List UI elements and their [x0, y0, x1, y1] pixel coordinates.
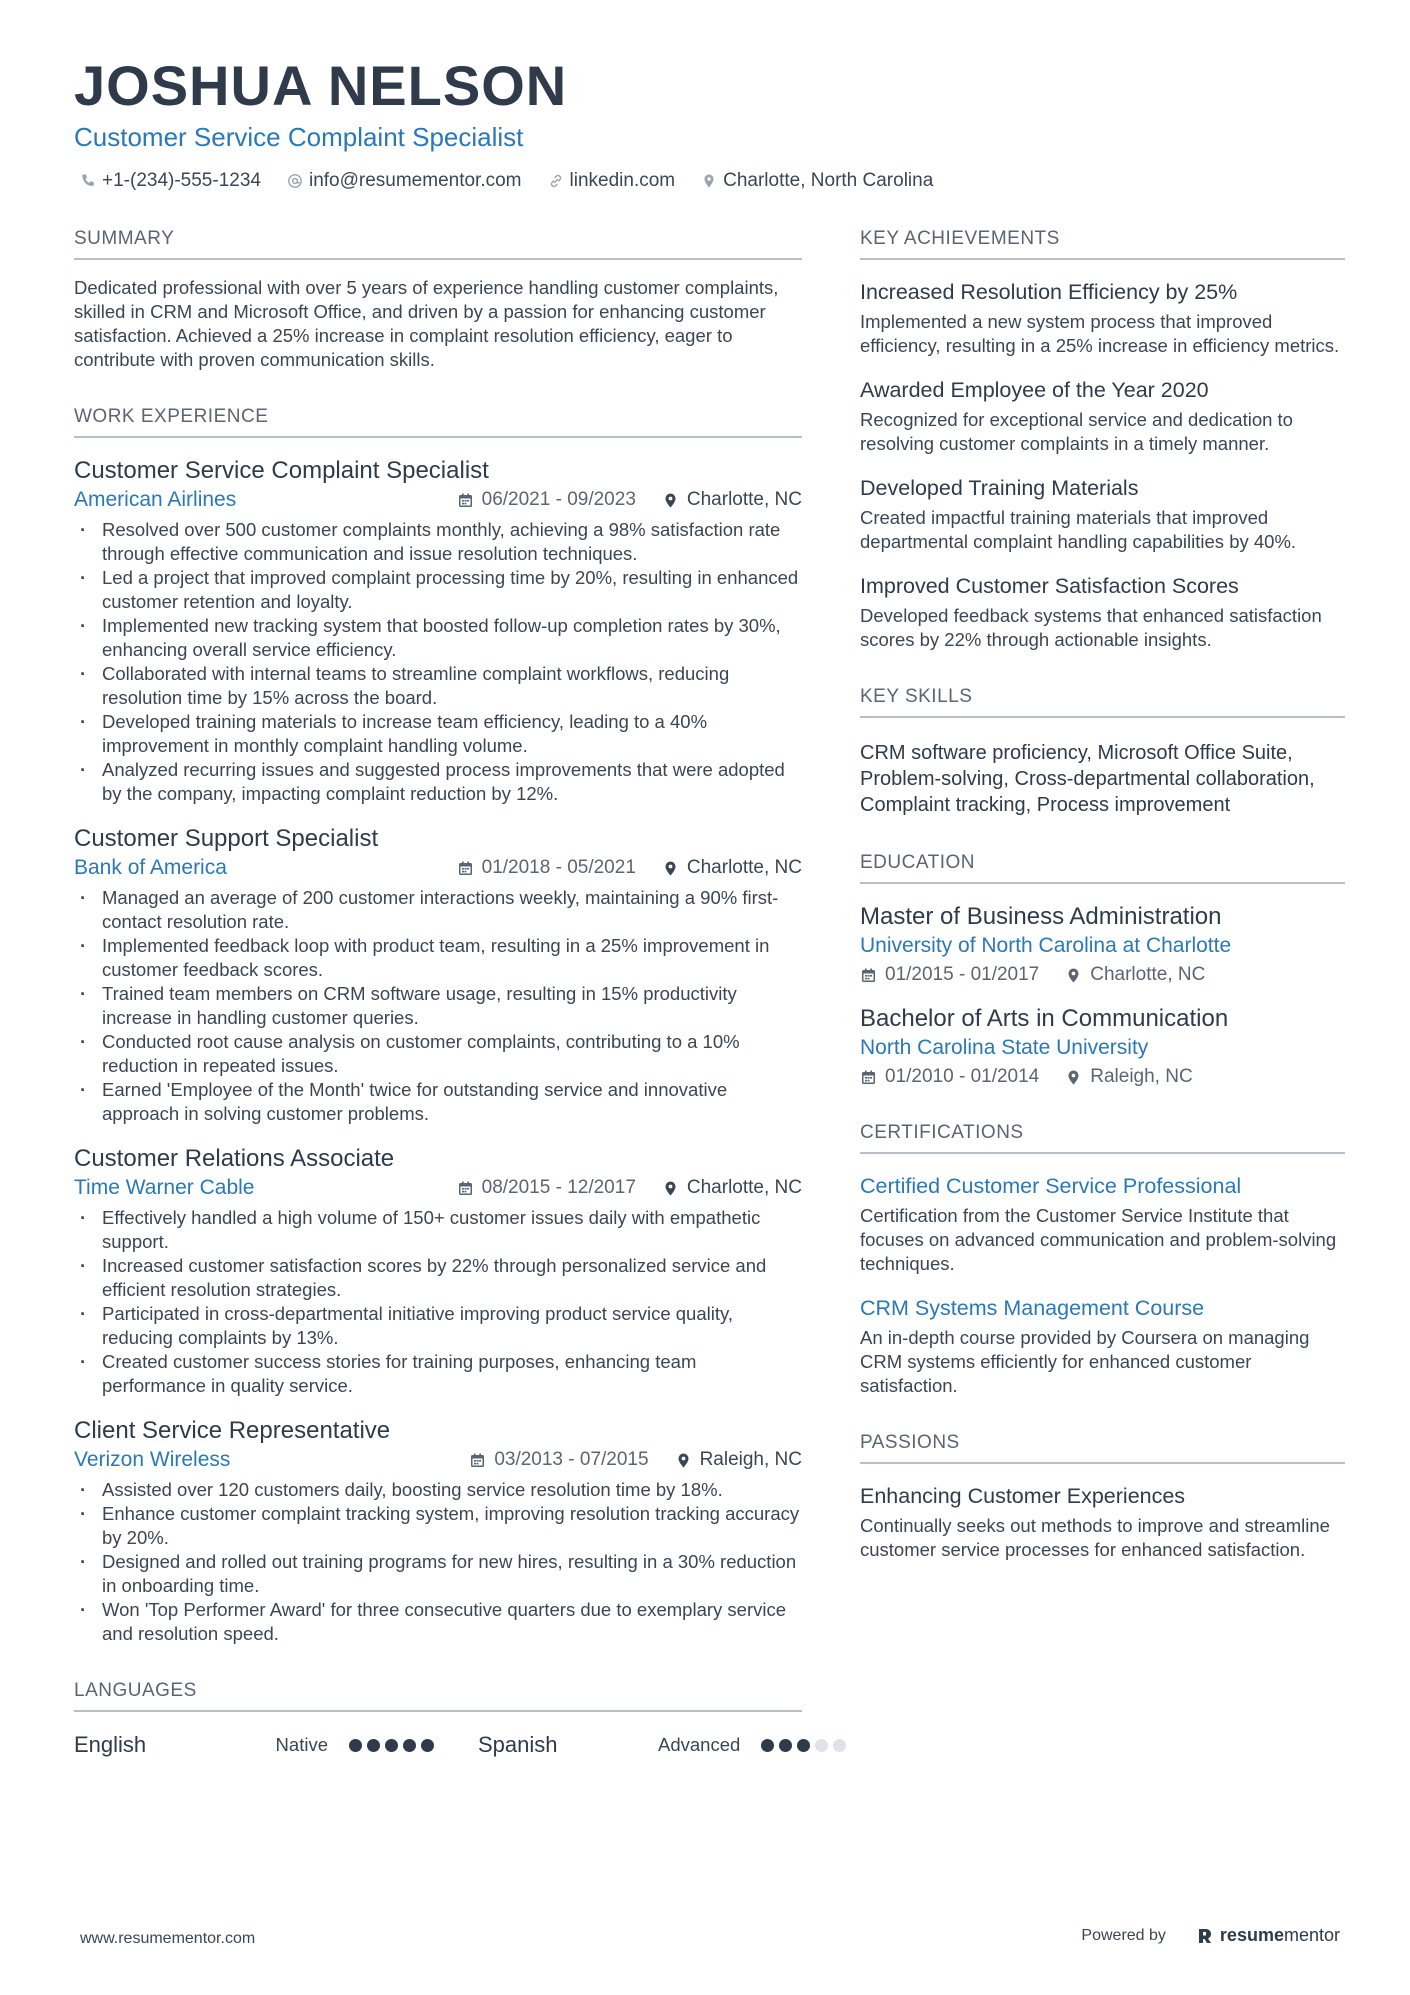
brand-logo[interactable]	[1196, 1925, 1340, 1946]
education-school: North Carolina State University	[860, 1036, 1149, 1059]
job-bullet: · Effectively handled a high volume of 150+ customer issues daily with empathetic support.	[74, 1206, 802, 1254]
job-meta	[74, 1176, 802, 1200]
rating-dot	[385, 1739, 398, 1752]
passions-section	[860, 1432, 1345, 1562]
education-heading: EDUCATION	[860, 852, 1345, 884]
certification-desc: An in-depth course provided by Coursera on managing CRM systems efficiently for enhanced customer satisfaction.	[860, 1327, 1310, 1396]
footer-website[interactable]: www.resumementor.com	[80, 1930, 256, 1947]
job-bullet: · Increased customer satisfaction scores by 22% through personalized service and efficient resolution strategies.	[74, 1254, 802, 1302]
job-bullets	[74, 886, 802, 1126]
company-name: Verizon Wireless	[74, 1448, 231, 1471]
skills-heading: KEY SKILLS	[860, 686, 1345, 718]
passion-list	[860, 1482, 1345, 1562]
job-dates-text: 03/2013 - 07/2015	[494, 1449, 649, 1470]
job-location	[662, 489, 802, 511]
education-meta	[860, 964, 1345, 986]
rating-dot	[779, 1739, 792, 1752]
job-bullet: · Analyzed recurring issues and suggested process improvements that were adopted by the company, impacting complaint reduction by 12%.	[74, 758, 802, 806]
rating-dot	[761, 1739, 774, 1752]
rating-dot	[349, 1739, 362, 1752]
achievement-title: Awarded Employee of the Year 2020	[860, 378, 1209, 402]
achievement-list	[860, 278, 1345, 652]
rating-dot	[833, 1739, 846, 1752]
language-name: Spanish	[478, 1732, 558, 1757]
job-title: Customer Relations Associate	[74, 1145, 395, 1172]
rating-dot	[367, 1739, 380, 1752]
job-bullet: · Resolved over 500 customer complaints monthly, achieving a 98% satisfaction rate through effective communication and issue resolution techniques.	[74, 518, 802, 566]
achievement-desc: Recognized for exceptional service and dedication to resolving customer complaints in a timely manner.	[860, 409, 1293, 454]
job-title: Customer Support Specialist	[74, 825, 379, 852]
achievement-desc: Created impactful training materials that improved departmental complaint handling capabilities by 40%.	[860, 507, 1297, 552]
education-list	[860, 902, 1345, 1088]
certification-title: CRM Systems Management Course	[860, 1296, 1205, 1320]
job-dates	[457, 489, 636, 511]
language-rating	[756, 1739, 846, 1752]
job-entry	[74, 1144, 802, 1398]
education-dates	[860, 1066, 1039, 1088]
job-dates-text: 01/2018 - 05/2021	[481, 857, 636, 878]
job-bullet: · Conducted root cause analysis on customer complaints, contributing to a 10% reduction in repeated issues.	[74, 1030, 802, 1078]
job-dates-text: 06/2021 - 09/2023	[481, 489, 636, 510]
left-column	[74, 228, 802, 1758]
education-item	[860, 1004, 1345, 1088]
experience-heading: WORK EXPERIENCE	[74, 406, 802, 438]
education-school: University of North Carolina at Charlotte	[860, 934, 1232, 957]
language-item	[438, 1732, 802, 1758]
certification-title: Certified Customer Service Professional	[860, 1174, 1242, 1198]
certification-item	[860, 1294, 1345, 1398]
contact-linkedin-text: linkedin.com	[569, 170, 676, 191]
contact-linkedin[interactable]	[548, 170, 676, 192]
achievement-title: Improved Customer Satisfaction Scores	[860, 574, 1239, 598]
job-location-text: Raleigh, NC	[699, 1449, 802, 1470]
achievement-title: Developed Training Materials	[860, 476, 1139, 500]
job-entry	[74, 824, 802, 1126]
location-icon	[675, 1452, 700, 1469]
language-level: Advanced	[658, 1734, 741, 1755]
job-meta-right	[431, 489, 802, 511]
achievement-desc: Developed feedback systems that enhanced satisfaction scores by 22% through actionable insights.	[860, 605, 1322, 650]
location-icon	[662, 492, 687, 509]
achievement-item	[860, 278, 1345, 358]
contact-location	[701, 170, 933, 192]
contact-location-text: Charlotte, North Carolina	[723, 170, 934, 191]
calendar-icon	[457, 860, 482, 877]
achievement-item	[860, 572, 1345, 652]
education-location	[1065, 964, 1205, 986]
phone-icon	[80, 173, 96, 189]
job-bullet: · Developed training materials to increase team efficiency, leading to a 40% improvement in monthly complaint handling volume.	[74, 710, 802, 758]
company-name: Bank of America	[74, 856, 227, 879]
skills-text: CRM software proficiency, Microsoft Office Suite, Problem-solving, Cross-departmental collaboration, Complaint tracking, Process improvement	[860, 742, 1315, 816]
job-bullet: · Led a project that improved complaint processing time by 20%, resulting in enhanced customer retention and loyalty.	[74, 566, 802, 614]
contact-phone-text: +1-(234)-555-1234	[102, 170, 261, 191]
job-meta-right	[443, 1449, 802, 1471]
calendar-icon	[469, 1452, 494, 1469]
education-meta	[860, 1066, 1345, 1088]
job-bullets	[74, 1478, 802, 1646]
job-title: Customer Service Complaint Specialist	[74, 457, 489, 484]
job-bullet: · Earned 'Employee of the Month' twice for outstanding service and innovative approach in solving customer problems.	[74, 1078, 802, 1126]
education-degree: Bachelor of Arts in Communication	[860, 1005, 1229, 1032]
job-bullet: · Designed and rolled out training programs for new hires, resulting in a 30% reduction in onboarding time.	[74, 1550, 802, 1598]
education-item	[860, 902, 1345, 986]
job-title: Client Service Representative	[74, 1417, 391, 1444]
achievement-item	[860, 474, 1345, 554]
contact-email[interactable]	[287, 170, 522, 192]
language-level: Native	[275, 1734, 328, 1755]
candidate-title: Customer Service Complaint Specialist	[74, 122, 524, 152]
summary-heading: SUMMARY	[74, 228, 802, 260]
achievements-section	[860, 228, 1345, 652]
achievements-heading: KEY ACHIEVEMENTS	[860, 228, 1345, 260]
job-bullet: · Created customer success stories for training purposes, enhancing team performance in quality service.	[74, 1350, 802, 1398]
summary-section	[74, 228, 802, 372]
experience-section	[74, 406, 802, 1646]
job-bullets	[74, 1206, 802, 1398]
passion-title: Enhancing Customer Experiences	[860, 1484, 1186, 1508]
job-bullets	[74, 518, 802, 806]
language-rating	[344, 1739, 434, 1752]
job-bullet: · Collaborated with internal teams to streamline complaint workflows, reducing resolution time by 15% across the board.	[74, 662, 802, 710]
location-icon	[662, 860, 687, 877]
job-dates	[469, 1449, 648, 1471]
passion-desc: Continually seeks out methods to improve and streamline customer service processes for enhanced satisfaction.	[860, 1515, 1330, 1560]
calendar-icon	[860, 967, 885, 984]
achievement-desc: Implemented a new system process that improved efficiency, resulting in a 25% increase in efficiency metrics.	[860, 311, 1340, 356]
certification-desc: Certification from the Customer Service Institute that focuses on advanced communication and problem-solving techniques.	[860, 1205, 1337, 1274]
job-bullet: · Implemented new tracking system that boosted follow-up completion rates by 30%, enhancing overall service efficiency.	[74, 614, 802, 662]
job-location-text: Charlotte, NC	[686, 489, 802, 510]
rating-dot	[797, 1739, 810, 1752]
right-column	[860, 228, 1345, 1562]
language-item	[74, 1732, 438, 1758]
certification-item	[860, 1172, 1345, 1276]
link-icon	[548, 173, 564, 189]
job-meta-right	[431, 1177, 802, 1199]
languages-section	[74, 1680, 802, 1758]
language-list	[74, 1732, 802, 1758]
rating-dot	[421, 1739, 434, 1752]
certifications-section	[860, 1122, 1345, 1398]
job-bullet: · Participated in cross-departmental initiative improving product service quality, reducing complaints by 13%.	[74, 1302, 802, 1350]
languages-heading: LANGUAGES	[74, 1680, 802, 1712]
location-icon	[1065, 967, 1090, 984]
job-location	[662, 857, 802, 879]
language-name: English	[74, 1732, 147, 1757]
job-dates	[457, 1177, 636, 1199]
company-name: Time Warner Cable	[74, 1176, 255, 1199]
job-location	[662, 1177, 802, 1199]
job-location	[675, 1449, 802, 1471]
skills-section	[860, 686, 1345, 818]
job-dates-text: 08/2015 - 12/2017	[481, 1177, 636, 1198]
job-bullet: · Enhance customer complaint tracking system, improving resolution tracking accuracy by 20%.	[74, 1502, 802, 1550]
rating-dot	[403, 1739, 416, 1752]
job-location-text: Charlotte, NC	[686, 857, 802, 878]
at-icon	[287, 173, 303, 189]
powered-by-label: Powered by	[1081, 1926, 1166, 1944]
contact-bar	[80, 170, 959, 192]
candidate-name: JOSHUA NELSON	[74, 54, 568, 117]
company-name: American Airlines	[74, 488, 237, 511]
education-dates	[860, 964, 1039, 986]
job-bullet: · Implemented feedback loop with product team, resulting in a 25% improvement in customer feedback scores.	[74, 934, 802, 982]
job-bullet: · Managed an average of 200 customer interactions weekly, maintaining a 90% first-contact resolution rate.	[74, 886, 802, 934]
education-location-text: Raleigh, NC	[1090, 1066, 1193, 1087]
achievement-title: Increased Resolution Efficiency by 25%	[860, 280, 1238, 304]
job-meta	[74, 488, 802, 512]
job-bullet: · Assisted over 120 customers daily, boosting service resolution time by 18%.	[74, 1478, 802, 1502]
job-entry	[74, 456, 802, 806]
location-icon	[701, 173, 717, 189]
education-dates-text: 01/2010 - 01/2014	[885, 1066, 1040, 1087]
footer-powered	[1081, 1925, 1340, 1946]
brand-rest: mentor	[1283, 1925, 1340, 1945]
education-location-text: Charlotte, NC	[1090, 964, 1206, 985]
job-meta	[74, 1448, 802, 1472]
education-section	[860, 852, 1345, 1088]
job-bullet: · Won 'Top Performer Award' for three consecutive quarters due to exemplary service and resolution speed.	[74, 1598, 802, 1646]
resumementor-logo-icon	[1196, 1927, 1214, 1945]
certifications-heading: CERTIFICATIONS	[860, 1122, 1345, 1154]
calendar-icon	[457, 1180, 482, 1197]
achievement-item	[860, 376, 1345, 456]
job-dates	[457, 857, 636, 879]
job-list	[74, 456, 802, 1646]
job-entry	[74, 1416, 802, 1646]
location-icon	[662, 1180, 687, 1197]
contact-phone[interactable]	[80, 170, 261, 192]
calendar-icon	[457, 492, 482, 509]
contact-email-text: info@resumementor.com	[308, 170, 522, 191]
education-degree: Master of Business Administration	[860, 903, 1222, 930]
education-dates-text: 01/2015 - 01/2017	[885, 964, 1040, 985]
job-bullet: · Trained team members on CRM software usage, resulting in 15% productivity increase in handling customer queries.	[74, 982, 802, 1030]
certification-list	[860, 1172, 1345, 1398]
education-location	[1065, 1066, 1192, 1088]
passion-item	[860, 1482, 1345, 1562]
passions-heading: PASSIONS	[860, 1432, 1345, 1464]
brand-bold: resume	[1219, 1925, 1284, 1945]
location-icon	[1065, 1069, 1090, 1086]
job-meta	[74, 856, 802, 880]
job-location-text: Charlotte, NC	[686, 1177, 802, 1198]
summary-text: Dedicated professional with over 5 years of experience handling customer complaints, skilled in CRM and Microsoft Office, and driven by a passion for enhancing customer satisfaction. Achieved a 25% increase in complaint resolution efficiency, eager to contribute with proven communication skills.	[74, 277, 779, 370]
job-meta-right	[431, 857, 802, 879]
rating-dot	[815, 1739, 828, 1752]
calendar-icon	[860, 1069, 885, 1086]
